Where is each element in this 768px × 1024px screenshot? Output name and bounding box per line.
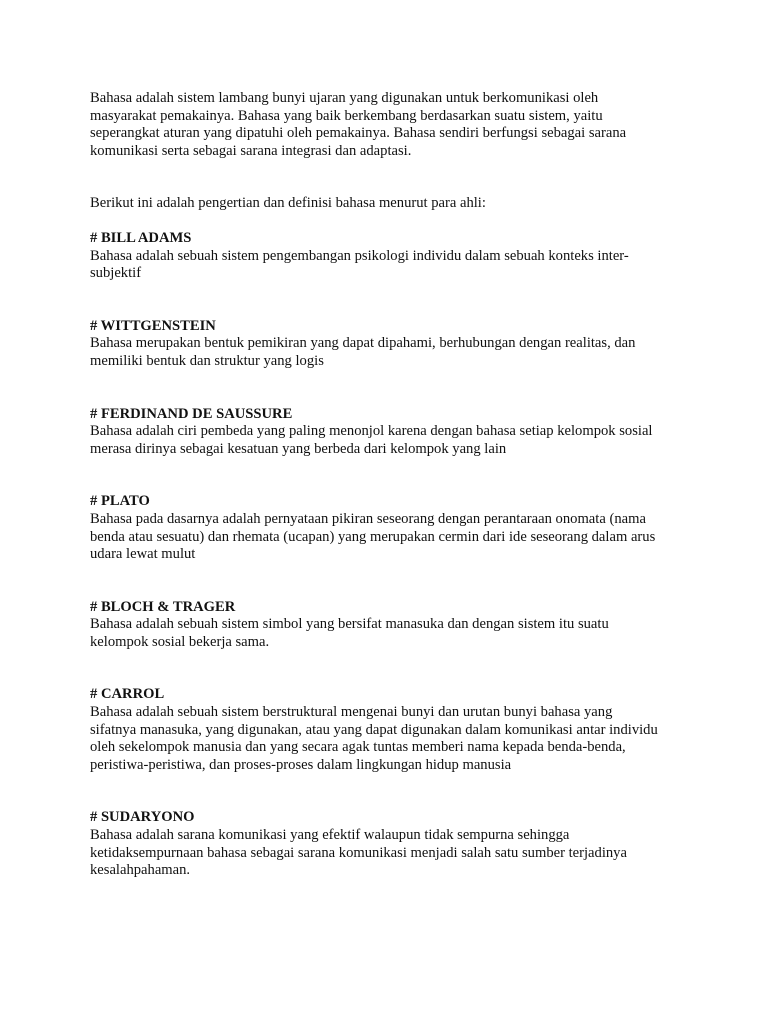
entry-heading: # FERDINAND DE SAUSSURE [90, 405, 293, 422]
entry-text: Bahasa adalah ciri pembeda yang paling menonjol karena dengan bahasa setiap kelompok sosial merasa dirinya sebagai kesatuan yang berbeda dari kelompok yang lain [90, 423, 653, 457]
definition-entry-carrol [90, 686, 690, 774]
entry-heading: # PLATO [90, 493, 150, 510]
definition-entry-plato [90, 493, 690, 563]
entry-heading: # BILL ADAMS [90, 229, 192, 246]
entry-heading: # BLOCH & TRAGER [90, 598, 236, 615]
entry-heading: # CARROL [90, 686, 165, 703]
entry-text: Bahasa adalah sebuah sistem pengembangan psikologi individu dalam sebuah konteks inter- subjektif [90, 247, 629, 282]
entry-text: Bahasa adalah sebuah sistem simbol yang bersifat manasuka dan dengan sistem itu suatu kelompok sosial bekerja sama. [90, 616, 609, 650]
entry-text: Bahasa merupakan bentuk pemikiran yang dapat dipahami, berhubungan dengan realitas, dan memiliki bentuk dan struktur yang logis [90, 335, 636, 369]
definition-entry-bloch-trager [90, 599, 690, 652]
lead-section [90, 195, 690, 213]
definition-entry-bill-adams [90, 230, 690, 283]
entry-text: Bahasa adalah sebuah sistem berstruktural mengenai bunyi dan urutan bunyi bahasa yang sifatnya manasuka, yang digunakan, atau yang dapat digunakan dalam komunikasi antar individu oleh sekelompok manusia dan yang secara agak tuntas memberi nama kepada benda-benda, peristiwa-peristiwa, dan proses-proses dalam lingkungan hidup manusia [90, 704, 658, 773]
intro-section [90, 90, 690, 160]
entry-text: Bahasa adalah sarana komunikasi yang efektif walaupun tidak sempurna sehingga ketidaksempurnaan bahasa sebagai sarana komunikasi menjadi salah satu sumber terjadinya kesalahpahaman. [90, 827, 627, 879]
entry-heading: # WITTGENSTEIN [90, 317, 216, 334]
intro-paragraph: Bahasa adalah sistem lambang bunyi ujaran yang digunakan untuk berkomunikasi oleh masyarakat pemakainya. Bahasa yang baik berkembang berdasarkan suatu sistem, yaitu seperangkat aturan yang dipatuhi oleh pemakainya. Bahasa sendiri berfungsi sebagai sarana komunikasi serta sebagai sarana integrasi dan adaptasi. [90, 90, 627, 159]
definition-entry-saussure [90, 406, 690, 459]
entry-heading: # SUDARYONO [90, 809, 195, 826]
definition-entry-sudaryono [90, 809, 690, 879]
definition-entry-wittgenstein [90, 318, 690, 371]
entry-text: Bahasa pada dasarnya adalah pernyataan pikiran seseorang dengan perantaraan onomata (nama benda atau sesuatu) dan rhemata (ucapan) yang merupakan cermin dari ide seseorang dalam arus udara lewat mulut [90, 510, 656, 563]
document-page [90, 90, 690, 915]
lead-paragraph: Berikut ini adalah pengertian dan definisi bahasa menurut para ahli: [90, 195, 486, 212]
